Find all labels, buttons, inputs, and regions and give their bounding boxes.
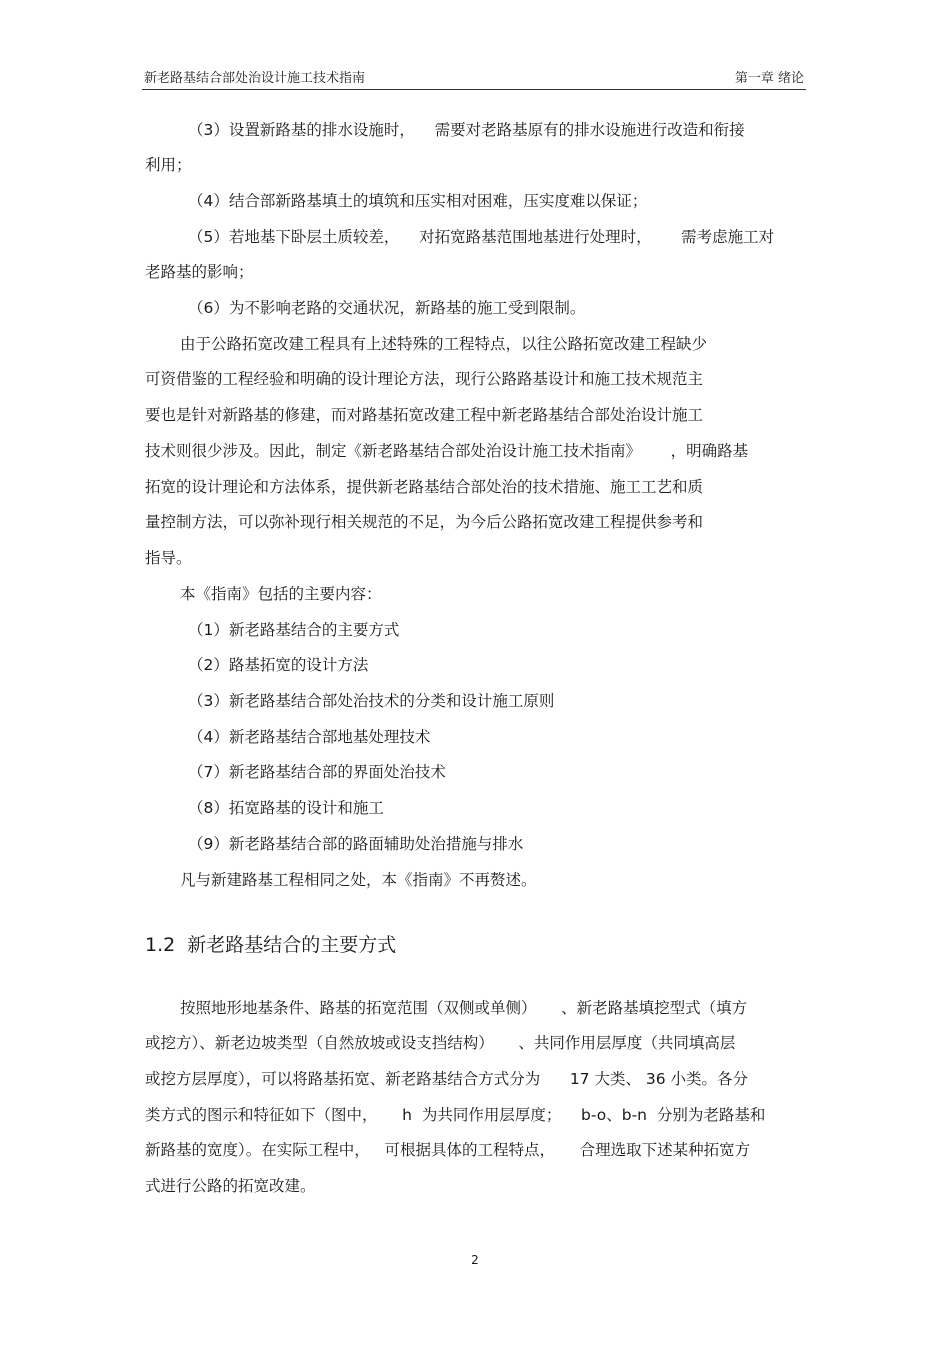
section-heading: 1.2 新老路基结合的主要方式	[145, 934, 397, 956]
header-rule	[142, 89, 806, 90]
header-chapter: 第一章 绪论	[734, 71, 804, 86]
list-item: （8）拓宽路基的设计和施工	[188, 799, 384, 817]
list-item: （7）新老路基结合部的界面处治技术	[188, 763, 446, 781]
paragraph-line: （5）若地基下卧层土质较差， 对拓宽路基范围地基进行处理时， 需考虑施工对	[188, 228, 775, 246]
paragraph-line: 利用；	[145, 156, 192, 174]
paragraph-line: 本《指南》包括的主要内容：	[180, 585, 382, 603]
list-item: （9）新老路基结合部的路面辅助处治措施与排水	[188, 835, 524, 853]
list-item: （2）路基拓宽的设计方法	[188, 656, 369, 674]
paragraph-line: 指导。	[145, 549, 192, 567]
paragraph-line: 或挖方层厚度），可以将路基拓宽、新老路基结合方式分为 17 大类、 36 小类。各分	[145, 1070, 749, 1088]
paragraph-line: 可资借鉴的工程经验和明确的设计理论方法，现行公路路基设计和施工技术规范主	[145, 370, 704, 388]
paragraph-line: 类方式的图示和特征如下（图中， h 为共同作用层厚度； b-o、b-n 分别为老路基和	[145, 1106, 766, 1124]
header-title: 新老路基结合部处治设计施工技术指南	[144, 71, 366, 86]
page-number: 2	[471, 1253, 479, 1267]
paragraph-line: 老路基的影响；	[145, 263, 254, 281]
paragraph-line: 量控制方法，可以弥补现行相关规范的不足，为今后公路拓宽改建工程提供参考和	[145, 513, 704, 531]
list-item: （4）新老路基结合部地基处理技术	[188, 728, 431, 746]
paragraph-line: 由于公路拓宽改建工程具有上述特殊的工程特点，以往公路拓宽改建工程缺少	[180, 335, 708, 353]
paragraph-line: 技术则很少涉及。因此，制定《新老路基结合部处治设计施工技术指南》 ，明确路基	[145, 442, 749, 460]
paragraph-line: 或挖方）、新老边坡类型（自然放坡或设支挡结构） 、共同作用层厚度（共同填高层	[145, 1034, 736, 1052]
paragraph-line: 凡与新建路基工程相同之处，本《指南》不再赘述。	[180, 871, 537, 889]
paragraph-line: （6）为不影响老路的交通状况，新路基的施工受到限制。	[188, 299, 586, 317]
paragraph-line: 拓宽的设计理论和方法体系，提供新老路基结合部处治的技术措施、施工工艺和质	[145, 478, 704, 496]
paragraph-line: 要也是针对新路基的修建，而对路基拓宽改建工程中新老路基结合部处治设计施工	[145, 406, 704, 424]
paragraph-line: （3）设置新路基的排水设施时， 需要对老路基原有的排水设施进行改造和衔接	[188, 121, 745, 139]
paragraph-line: 式进行公路的拓宽改建。	[145, 1177, 316, 1195]
list-item: （1）新老路基结合的主要方式	[188, 621, 400, 639]
paragraph-line: 新路基的宽度）。在实际工程中， 可根据具体的工程特点， 合理选取下述某种拓宽方	[145, 1141, 751, 1159]
paragraph-line: 按照地形地基条件、路基的拓宽范围（双侧或单侧） 、新老路基填挖型式（填方	[180, 999, 748, 1017]
paragraph-line: （4）结合部新路基填土的填筑和压实相对困难，压实度难以保证；	[188, 192, 648, 210]
list-item: （3）新老路基结合部处治技术的分类和设计施工原则	[188, 692, 555, 710]
